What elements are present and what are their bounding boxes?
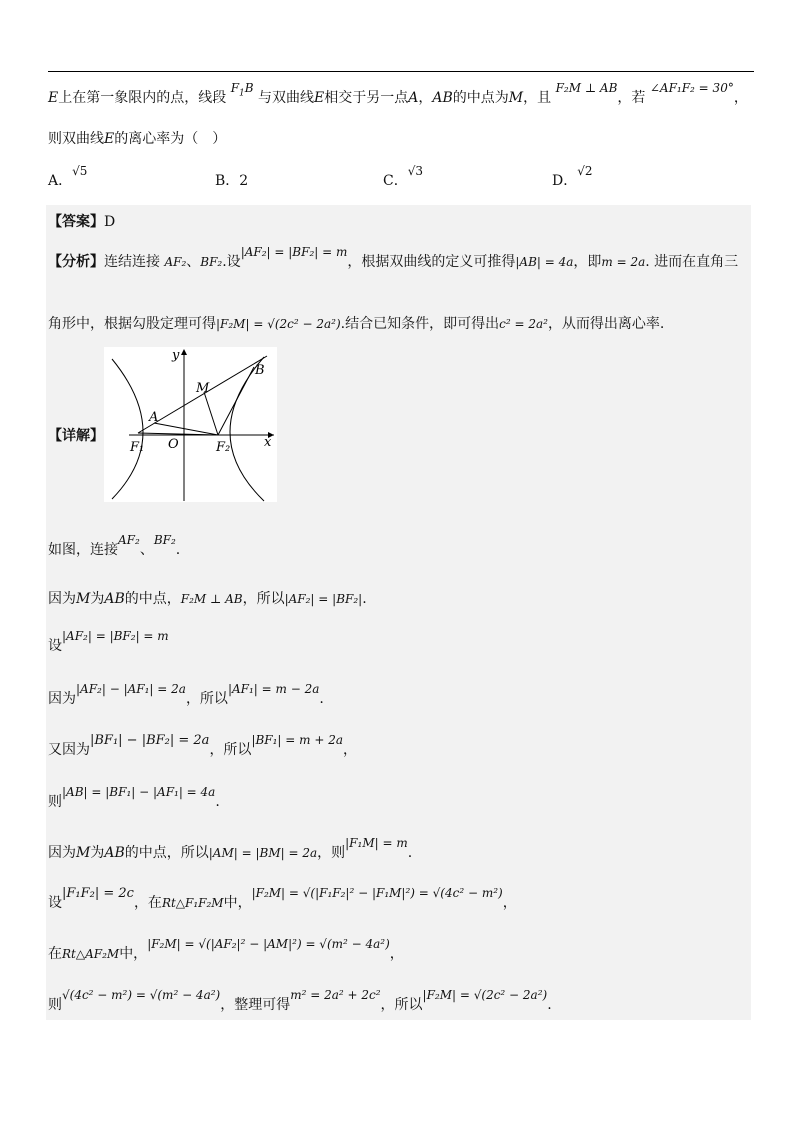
label-m: M	[196, 381, 210, 396]
label-b: B	[255, 363, 265, 378]
formula: |F₂M| = √(2c² − 2a²)	[422, 988, 548, 1002]
formula: |AM| = |BM| = 2a	[208, 846, 318, 860]
formula: |F₂M| = √(2c² − 2a²)	[216, 317, 341, 331]
detail-line-7: 因为M为AB的中点，所以|AM| = |BM| = 2a，则|F₁M| = m.	[48, 836, 413, 861]
label-a: A	[149, 410, 159, 425]
formula: |AF₂| = |BF₂| = m	[240, 245, 348, 259]
formula: |F₂M| = √(|F₁F₂|² − |F₁M|²) = √(4c² − m²)	[251, 886, 503, 900]
hyperbola-left-branch	[112, 359, 143, 499]
question-text: 与双曲线	[258, 90, 315, 106]
option-c-value: √3	[407, 164, 423, 178]
segment-f1b: $F_1B$	[230, 81, 254, 99]
line-f2m	[204, 392, 218, 435]
option-b-value: 2	[239, 173, 249, 189]
question-line-1: E上在第一象限内的点，线段 $F_1B$ 与双曲线E相交于另一点A，AB的中点为M，且 F₂M ⊥ AB，若 ∠AF₁F₂ = 30°，	[48, 81, 748, 106]
question-text: 的离心率为（ ）	[114, 131, 227, 147]
label-x: x	[264, 435, 272, 450]
label-o: O	[168, 437, 179, 452]
formula: √(4c² − m²) = √(m² − 4a²)	[62, 988, 221, 1002]
question-text: 则双曲线	[48, 131, 104, 147]
question-text: 上在第一象限内的点，线段	[58, 90, 227, 106]
formula: |AB| = |BF₁| − |AF₁| = 4a	[62, 785, 216, 799]
line-bf2	[218, 367, 254, 435]
punct: ，	[418, 90, 433, 106]
formula: |F₁M| = m	[345, 836, 408, 850]
detail-line-4: 因为|AF₂| − |AF₁| = 2a，所以|AF₁| = m − 2a.	[48, 682, 324, 707]
formula: F₂M ⊥ AB	[180, 592, 243, 606]
y-axis-arrow	[181, 349, 187, 355]
var-e: E	[48, 90, 59, 106]
question-text: ，若	[617, 90, 646, 106]
label-y: y	[172, 348, 180, 363]
formula: m = 2a	[601, 255, 646, 269]
detail-line-9: 在Rt△AF₂M中，|F₂M| = √(|AF₂|² − |AM|²) = √(m² − 4a²)，	[48, 937, 404, 962]
option-d: D．√2	[552, 164, 593, 189]
analysis-line-1: 【分析】连结连接 AF₂、BF₂.设|AF₂| = |BF₂| = m，根据双曲线的定义可推得|AB| = 4a，即m = 2a. 进而在直角三	[48, 245, 739, 270]
detail-line-5: 又因为|BF₁| − |BF₂| = 2a，所以|BF₁| = m + 2a，	[48, 733, 358, 758]
formula: |AF₂| − |AF₁| = 2a	[76, 682, 186, 696]
option-d-value: √2	[577, 164, 593, 178]
formula: |F₂M| = √(|AF₂|² − |AM|²) = √(m² − 4a²)	[147, 937, 390, 951]
formula: |AB| = 4a	[515, 255, 574, 269]
answer-line	[48, 212, 115, 232]
formula: |BF₁| = m + 2a	[251, 733, 344, 747]
formula: |AF₂| = |BF₂|	[284, 592, 363, 606]
hyperbola-figure	[104, 347, 277, 502]
option-b: B．2	[215, 173, 249, 189]
analysis-label: 【分析】	[48, 254, 104, 270]
top-rule	[48, 71, 754, 72]
detail-label-line	[48, 426, 104, 446]
var-e: E	[104, 131, 115, 147]
var-ab: AB	[432, 90, 453, 106]
formula: |AF₁| = m − 2a	[227, 682, 320, 696]
formula: m² = 2a² + 2c²	[290, 988, 381, 1002]
detail-line-3: 设|AF₂| = |BF₂| = m	[48, 629, 169, 654]
formula: Rt△AF₂M	[62, 947, 120, 961]
angle-condition: ∠AF₁F₂ = 30°	[649, 81, 734, 95]
question-line-2	[48, 129, 226, 149]
var-a: A	[408, 90, 419, 106]
question-text: ，且	[523, 90, 552, 106]
answer-value: D	[104, 214, 116, 230]
var-e: E	[314, 90, 325, 106]
option-a: A．√5	[48, 164, 88, 189]
detail-line-2: 因为M为AB的中点，F₂M ⊥ AB，所以|AF₂| = |BF₂|.	[48, 591, 367, 607]
hyperbola-right-branch	[230, 357, 264, 501]
detail-line-10: 则√(4c² − m²) = √(m² − 4a²)，整理可得m² = 2a² + 2c²，所以|F₂M| = √(2c² − 2a²).	[48, 988, 552, 1013]
formula: |BF₁| − |BF₂| = 2a	[90, 733, 210, 748]
question-text: 相交于另一点	[324, 90, 409, 106]
formula: |AF₂| = |BF₂| = m	[62, 629, 169, 643]
answer-label: 【答案】	[48, 214, 104, 230]
question-text: 的中点为	[452, 90, 509, 106]
analysis-line-2: 角形中，根据勾股定理可得|F₂M| = √(2c² − 2a²).结合已知条件，即可得出c² = 2a²，从而得出离心率.	[48, 316, 665, 332]
formula: |F₁F₂| = 2c	[62, 886, 134, 901]
detail-label: 【详解】	[48, 428, 104, 444]
label-f2: F₂	[216, 440, 231, 455]
option-a-value: √5	[72, 164, 88, 178]
var-m: M	[508, 90, 524, 106]
detail-line-6: 则|AB| = |BF₁| − |AF₁| = 4a.	[48, 785, 220, 810]
hyperbola-diagram	[104, 347, 277, 502]
detail-line-1: 如图，连接AF₂、BF₂.	[48, 533, 181, 558]
formula: c² = 2a²	[499, 317, 548, 331]
formula: Rt△F₁F₂M	[161, 896, 224, 910]
detail-line-8: 设|F₁F₂| = 2c，在Rt△F₁F₂M中，|F₂M| = √(|F₁F₂|² − |F₁M|²) = √(4c² − m²)，	[48, 886, 517, 911]
option-c: C．√3	[383, 164, 423, 189]
perp-condition: F₂M ⊥ AB	[555, 81, 618, 95]
label-f1: F₁	[130, 440, 145, 455]
